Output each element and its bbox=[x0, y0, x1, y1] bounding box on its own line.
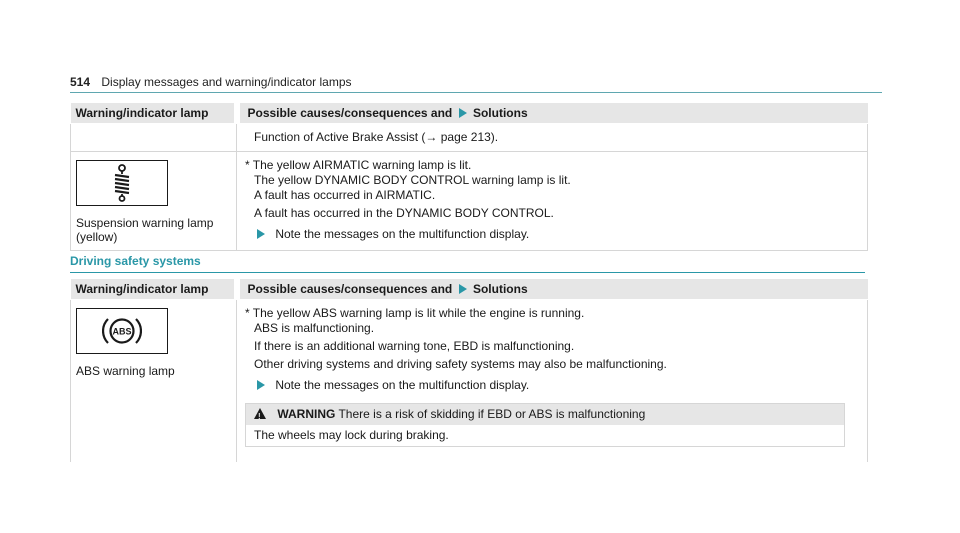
col-header-causes-text: Possible causes/consequences and bbox=[247, 282, 453, 296]
warning-box bbox=[245, 403, 845, 447]
cause-line: Other driving systems and driving safety systems may also be malfunctioning. bbox=[254, 357, 667, 371]
page-number: 514 bbox=[70, 75, 91, 89]
arrow-right-icon bbox=[459, 284, 467, 294]
col-header-solutions-text: Solutions bbox=[472, 282, 528, 296]
lamp-cell bbox=[71, 300, 237, 463]
lamp-frame bbox=[76, 160, 168, 206]
row-text: Function of Active Brake Assist (→ page 213). bbox=[254, 130, 499, 144]
col-header-causes bbox=[237, 103, 868, 124]
action-item bbox=[245, 378, 859, 393]
warning-lamp-table-2 bbox=[70, 279, 868, 462]
arrow-right-icon bbox=[257, 229, 265, 239]
page-header bbox=[70, 75, 352, 89]
warning-header bbox=[246, 404, 844, 425]
table-row bbox=[71, 124, 868, 152]
lamp-label: Suspension warning lamp bbox=[76, 216, 214, 230]
action-text: Note the messages on the multifunction display. bbox=[275, 378, 530, 392]
section-divider bbox=[70, 272, 865, 273]
section-title: Driving safety systems bbox=[70, 254, 201, 268]
lamp-cell bbox=[71, 152, 237, 251]
lamp-frame bbox=[76, 308, 168, 354]
table-row bbox=[71, 152, 868, 251]
cause-line: ABS is malfunctioning. bbox=[254, 321, 375, 335]
col-header-causes bbox=[237, 279, 868, 300]
warning-title: There is a risk of skidding if EBD or ABS is malfunctioning bbox=[338, 407, 646, 421]
abs-icon bbox=[102, 313, 142, 349]
table-row bbox=[71, 300, 868, 463]
svg-text:ABS: ABS bbox=[112, 326, 132, 337]
warning-lamp-table-1 bbox=[70, 103, 868, 251]
warning-label: WARNING bbox=[277, 407, 336, 421]
table-cell bbox=[71, 124, 237, 152]
action-item bbox=[245, 227, 859, 242]
col-header-solutions-text: Solutions bbox=[472, 106, 528, 120]
lamp-label: ABS warning lamp bbox=[76, 364, 175, 378]
col-header-lamp: Warning/indicator lamp bbox=[71, 279, 237, 300]
suspension-icon bbox=[110, 164, 134, 202]
arrow-right-icon bbox=[459, 108, 467, 118]
cause-line: A fault has occurred in the DYNAMIC BODY CONTROL. bbox=[254, 206, 554, 220]
cause-line: A fault has occurred in AIRMATIC. bbox=[254, 188, 436, 202]
table-cell bbox=[237, 124, 868, 152]
causes-cell bbox=[237, 300, 868, 463]
cause-line: * The yellow ABS warning lamp is lit while the engine is running. bbox=[245, 306, 585, 320]
action-text: Note the messages on the multifunction display. bbox=[275, 227, 530, 241]
cause-line: The yellow DYNAMIC BODY CONTROL warning lamp is lit. bbox=[254, 173, 571, 187]
cause-line: If there is an additional warning tone, EBD is malfunctioning. bbox=[254, 339, 575, 353]
page-header-title: Display messages and warning/indicator lamps bbox=[101, 75, 352, 89]
col-header-causes-text: Possible causes/consequences and bbox=[247, 106, 453, 120]
lamp-label-color: (yellow) bbox=[76, 230, 118, 244]
warning-body: The wheels may lock during braking. bbox=[254, 428, 449, 442]
warning-triangle-icon bbox=[254, 408, 266, 419]
cause-line: * The yellow AIRMATIC warning lamp is lit. bbox=[245, 158, 472, 172]
header-divider bbox=[70, 92, 882, 93]
causes-cell bbox=[237, 152, 868, 251]
arrow-right-icon bbox=[257, 380, 265, 390]
col-header-lamp: Warning/indicator lamp bbox=[71, 103, 237, 124]
